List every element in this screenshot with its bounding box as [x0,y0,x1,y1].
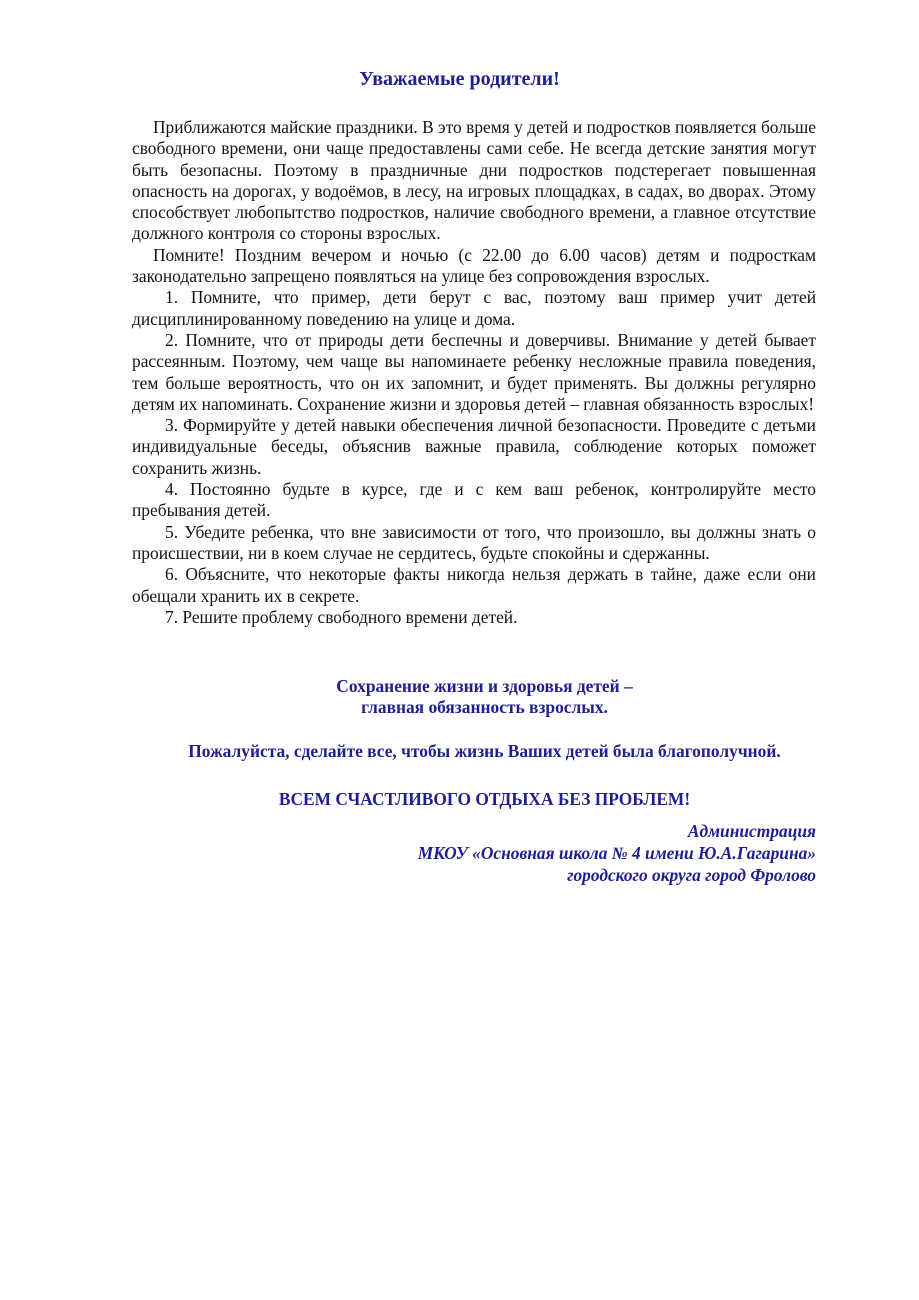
page-title: Уважаемые родители! [359,68,560,90]
list-item: 3. Формируйте у детей навыки обеспечения личной безопасности. Проведите с детьми индивидуальные беседы, объяснив важные правила, соблюдение которых поможет сохранить жизнь. [132,415,816,478]
reminder-paragraph: Помните! Поздним вечером и ночью (с 22.00 до 6.00 часов) детям и подросткам законодательно запрещено появляться на улице без сопровождения взрослых. [132,244,816,287]
list-item: 2. Помните, что от природы дети беспечны и доверчивы. Внимание у детей бывает рассеянным. Поэтому, чем чаще вы напоминаете ребенку несложные правила поведения, тем больше вероятность, что он их запомнит, и будет применять. Вы должны регулярно детям их напоминать. Сохранение жизни и здоровья детей – главная обязанность взрослых! [132,329,816,414]
signature-line-3: городского округа город Фролово [567,865,816,885]
list-item: 6. Объясните, что некоторые факты никогда нельзя держать в тайне, даже если они обещали хранить их в секрете. [132,564,816,606]
list-item: 7. Решите проблему свободного времени детей. [165,606,518,627]
signature-line-1: Администрация [687,821,816,841]
list-item: 1. Помните, что пример, дети берут с вас, поэтому ваш пример учит детей дисциплинированному поведению на улице и дома. [132,287,816,329]
please-line: Пожалуйста, сделайте все, чтобы жизнь Ваших детей была благополучной. [188,741,781,761]
list-item: 4. Постоянно будьте в курсе, где и с кем ваш ребенок, контролируйте место пребывания детей. [132,479,816,521]
wish-line: ВСЕМ СЧАСТЛИВОГО ОТДЫХА БЕЗ ПРОБЛЕМ! [278,789,691,809]
document-body [132,117,816,628]
closing-line-1: Сохранение жизни и здоровья детей – [336,676,633,696]
intro-paragraph: Приближаются майские праздники. В это время у детей и подростков появляется больше свободного времени, они чаще предоставлены сами себе. Не всегда детские занятия могут быть безопасны. Поэтому в праздничные дни подростков подстерегает повышенная опасность на дорогах, у водоёмов, в лесу, на игровых площадках, в садах, во дворах. Этому способствует любопытство подростков, наличие свободного времени, а главное отсутствие должного контроля со стороны взрослых. [132,117,816,244]
list-item: 5. Убедите ребенка, что вне зависимости от того, что произошло, вы должны знать о происшествии, ни в коем случае не сердитесь, будьте спокойны и сдержанны. [132,521,816,563]
closing-line-2: главная обязанность взрослых. [361,697,608,717]
signature-line-2: МКОУ «Основная школа № 4 имени Ю.А.Гагарина» [417,843,816,863]
